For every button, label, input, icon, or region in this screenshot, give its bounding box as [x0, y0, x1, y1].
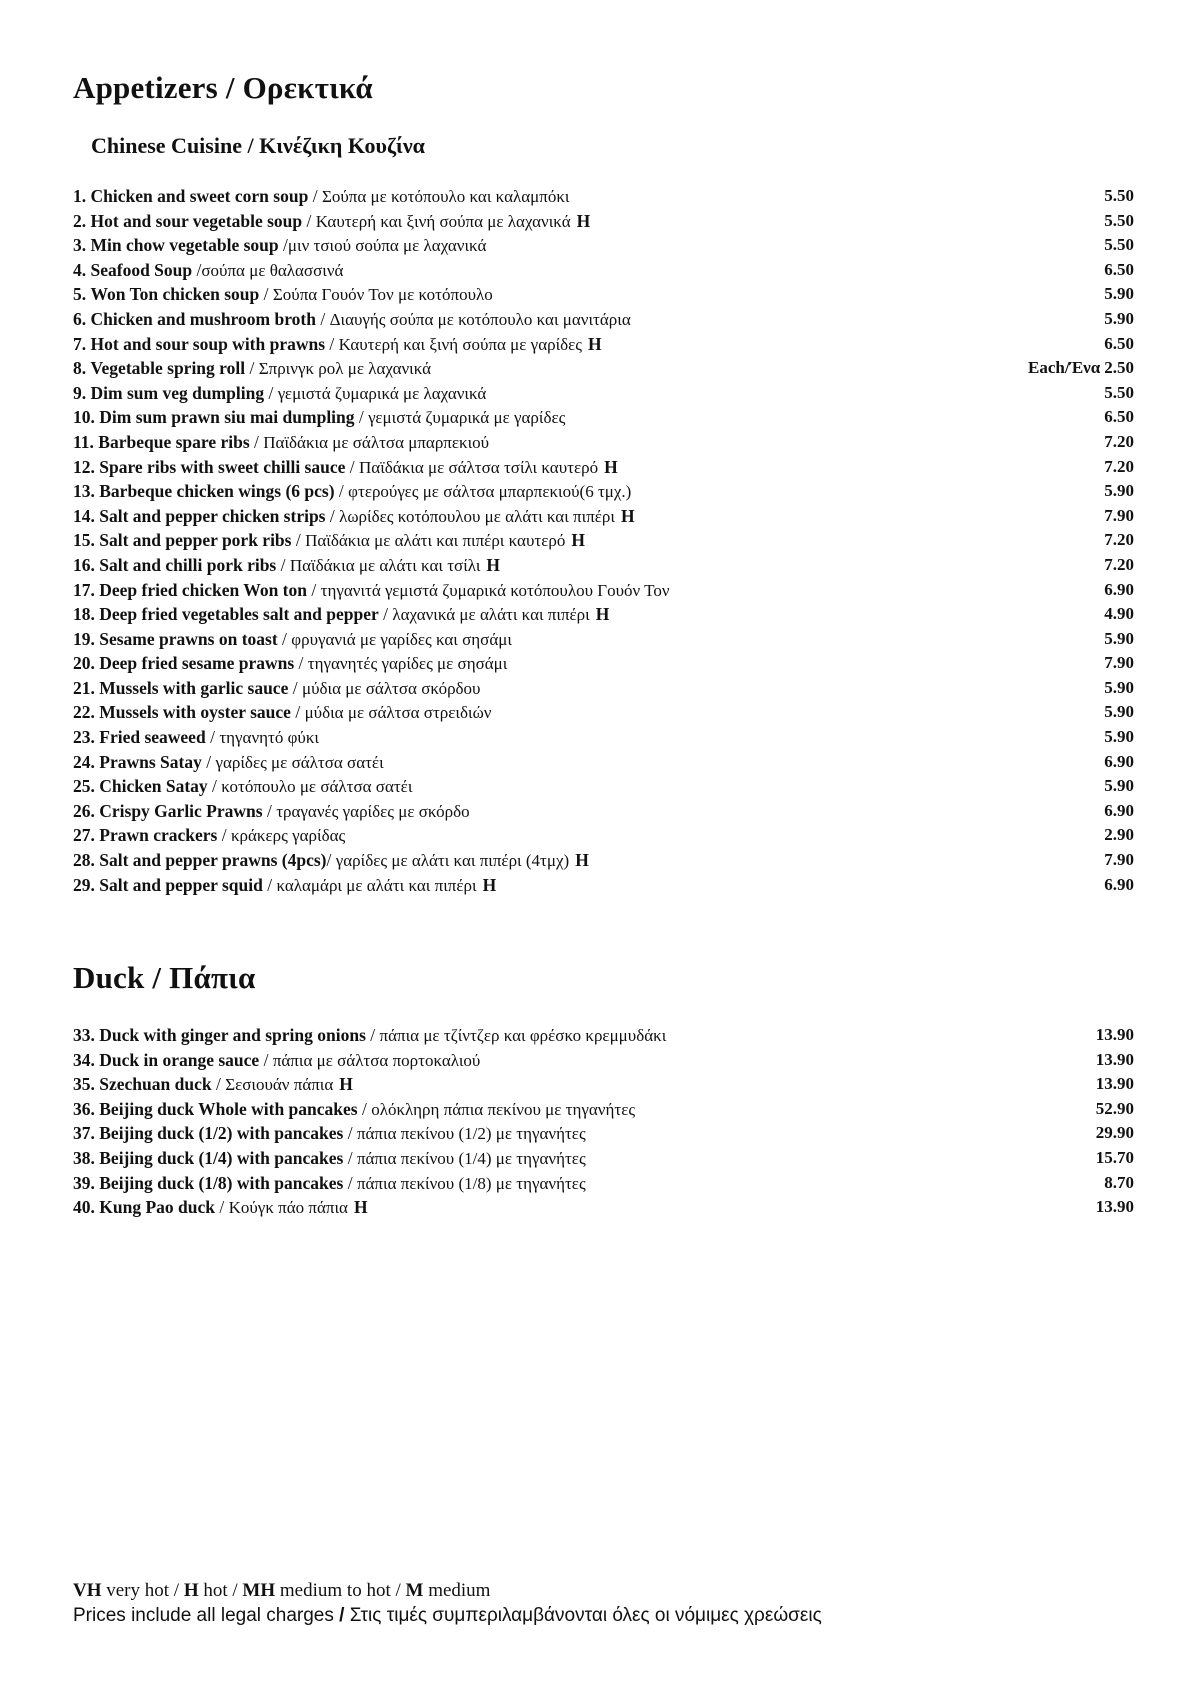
item-name-en: Spare ribs with sweet chilli sauce	[99, 456, 346, 477]
item-number: 17.	[73, 579, 95, 600]
item-separator: /	[302, 210, 316, 231]
item-name-en: Dim sum prawn siu mai dumpling	[99, 407, 355, 428]
menu-item	[73, 258, 1134, 283]
item-separator: /	[345, 456, 360, 477]
item-price-group	[1104, 405, 1134, 430]
item-price-group	[1104, 553, 1134, 578]
item-number: 34.	[73, 1049, 95, 1070]
menu-item	[73, 455, 1134, 480]
item-number: 11.	[73, 431, 94, 452]
item-price-group	[1104, 381, 1134, 406]
item-name-gr: γεμιστά ζυμαρικά με γαρίδες	[368, 408, 566, 428]
item-number: 24.	[73, 751, 95, 772]
menu-item	[73, 823, 1134, 848]
item-number: 4.	[73, 259, 87, 280]
item-price-group	[1096, 1195, 1134, 1220]
item-name-en: Salt and pepper prawns (4pcs)	[99, 850, 327, 871]
item-price: 7.90	[1104, 505, 1134, 525]
heat-indicator: H	[353, 1197, 368, 1218]
legend-vh-code: VH	[73, 1580, 102, 1601]
item-price-group	[1096, 1072, 1134, 1097]
item-name-gr: Σπρινγκ ρολ με λαχανικά	[258, 359, 432, 379]
menu-item	[73, 1072, 1134, 1097]
legend-h-text: hot /	[203, 1580, 238, 1601]
item-name-en: Barbeque chicken wings (6 pcs)	[99, 481, 335, 502]
item-name-gr: Σεσιουάν πάπια	[225, 1075, 334, 1095]
item-separator: /	[277, 628, 292, 649]
item-separator: /	[214, 1197, 229, 1218]
item-name-en: Salt and pepper squid	[99, 874, 263, 895]
item-name-en: Beijing duck (1/8) with pancakes	[99, 1172, 344, 1193]
item-name-en: Prawns Satay	[99, 751, 202, 772]
item-price-group	[1096, 1121, 1134, 1146]
item-number: 40.	[73, 1197, 95, 1218]
menu-item	[73, 1171, 1134, 1196]
menu-item	[73, 184, 1134, 209]
item-name-en: Sesame prawns on toast	[99, 628, 278, 649]
item-price-group	[1104, 479, 1134, 504]
item-price-group	[1104, 528, 1134, 553]
item-price: 7.20	[1104, 431, 1134, 451]
item-price-group	[1104, 233, 1134, 258]
item-price-group	[1104, 700, 1134, 725]
item-separator: /	[288, 677, 302, 698]
item-name-gr: γεμιστά ζυμαρικά με λαχανικά	[277, 383, 487, 403]
item-separator: /	[262, 800, 277, 821]
item-price-group	[1104, 750, 1134, 775]
menu-item	[73, 553, 1134, 578]
item-name-en: Deep fried vegetables salt and pepper	[99, 604, 379, 625]
item-price: 5.90	[1104, 628, 1134, 648]
legend-mh-text: medium to hot /	[279, 1580, 401, 1601]
item-price: 6.50	[1104, 407, 1134, 427]
menu-item	[73, 381, 1134, 406]
item-separator: /	[201, 751, 216, 772]
item-price: 5.90	[1104, 702, 1134, 722]
menu-item	[73, 209, 1134, 234]
duck-title: Duck / Πάπια	[73, 960, 256, 995]
item-separator: /	[343, 1172, 357, 1193]
item-name-gr: τηγανιτά γεμιστά ζυμαρικά κοτόπουλου Γουόν Τον	[320, 580, 670, 600]
item-number: 39.	[73, 1172, 95, 1193]
heat-legend	[73, 1578, 490, 1604]
item-price: 6.90	[1104, 800, 1134, 820]
item-number: 23.	[73, 727, 95, 748]
item-price: 6.50	[1104, 259, 1134, 279]
item-name-gr: πάπια πεκίνου (1/2) με τηγανήτες	[356, 1124, 586, 1144]
legal-sep: /	[333, 1605, 350, 1626]
item-number: 16.	[73, 554, 95, 575]
item-separator: /	[308, 186, 322, 206]
item-price: 7.20	[1104, 530, 1134, 550]
item-separator: /	[259, 1049, 273, 1070]
item-name-en: Duck with ginger and spring onions	[99, 1025, 366, 1045]
item-number: 20.	[73, 653, 95, 674]
item-price: 7.90	[1104, 653, 1134, 673]
item-price-group	[1104, 307, 1134, 332]
item-name-gr: καλαμάρι με αλάτι και πιπέρι	[276, 875, 477, 895]
item-number: 22.	[73, 702, 95, 723]
item-number: 33.	[73, 1025, 95, 1045]
item-separator: /	[334, 481, 349, 502]
heat-indicator: H	[595, 604, 610, 625]
item-number: 21.	[73, 677, 95, 698]
item-name-gr: Παϊδάκια με αλάτι και τσίλι	[289, 555, 481, 575]
item-price: 15.70	[1095, 1147, 1134, 1167]
item-separator: /	[343, 1123, 357, 1144]
item-price-group	[1104, 676, 1134, 701]
menu-item	[73, 873, 1134, 898]
item-separator: /	[192, 259, 202, 280]
item-name-gr: τηγανητό φύκι	[219, 728, 319, 748]
item-separator: /	[249, 431, 264, 452]
item-price-group	[1104, 1171, 1134, 1196]
item-name-gr: Καυτερή και ξινή σούπα με λαχανικά	[315, 211, 571, 231]
item-name-gr: τραγανές γαρίδες με σκόρδο	[276, 801, 470, 821]
item-separator: /	[278, 235, 288, 256]
item-name-en: Deep fried chicken Won ton	[99, 579, 307, 600]
legal-en: Prices include all legal charges	[73, 1605, 334, 1626]
item-name-gr: πάπια πεκίνου (1/8) με τηγανήτες	[356, 1173, 586, 1193]
item-price: 13.90	[1095, 1049, 1134, 1069]
item-separator: /	[291, 530, 306, 551]
item-number: 27.	[73, 825, 95, 846]
item-separator: /	[205, 727, 220, 748]
menu-item	[73, 307, 1134, 332]
item-price-group	[1104, 823, 1134, 848]
item-name-gr: τηγανητές γαρίδες με σησάμι	[307, 654, 508, 674]
item-number: 13.	[73, 481, 95, 502]
item-price: 6.90	[1104, 579, 1134, 599]
item-separator: /	[211, 1074, 226, 1095]
item-price-group	[1104, 725, 1134, 750]
item-price: 5.90	[1104, 776, 1134, 796]
menu-item	[73, 725, 1134, 750]
item-number: 38.	[73, 1147, 95, 1168]
item-name-en: Prawn crackers	[99, 825, 218, 846]
item-price-group	[1104, 332, 1134, 357]
item-name-en: Seafood Soup	[90, 259, 193, 280]
menu-item	[73, 750, 1134, 775]
menu-item	[73, 1121, 1134, 1146]
item-name-gr: σούπα με θαλασσινά	[201, 260, 344, 280]
item-name-gr: μύδια με σάλτσα στρειδιών	[304, 703, 492, 723]
heat-indicator: H	[588, 333, 602, 354]
item-number: 10.	[73, 407, 95, 428]
item-number: 2.	[73, 210, 87, 231]
item-price: 7.20	[1104, 554, 1134, 574]
legend-m-text: medium	[428, 1580, 491, 1601]
item-price: 5.90	[1104, 727, 1134, 747]
item-price-group	[1104, 602, 1134, 627]
menu-item	[73, 651, 1134, 676]
menu-item	[73, 627, 1134, 652]
item-price: 52.90	[1095, 1098, 1134, 1118]
item-name-en: Duck in orange sauce	[99, 1049, 260, 1070]
heat-indicator: H	[571, 530, 585, 551]
item-price: 5.50	[1104, 210, 1134, 230]
heat-indicator: H	[486, 554, 501, 575]
item-name-en: Salt and chilli pork ribs	[99, 554, 277, 575]
item-name-en: Chicken and mushroom broth	[90, 308, 316, 329]
item-separator: /	[259, 284, 273, 305]
item-separator: /	[307, 579, 321, 600]
item-number: 19.	[73, 628, 95, 649]
appetizers-list	[73, 184, 1134, 897]
menu-item	[73, 479, 1134, 504]
item-name-en: Beijing duck (1/2) with pancakes	[99, 1123, 344, 1144]
item-name-gr: λαχανικά με αλάτι και πιπέρι	[392, 605, 590, 625]
item-name-gr: φτερούγες με σάλτσα μπαρπεκιού(6 τμχ.)	[348, 482, 632, 502]
item-price-note: Each/Ένα	[1028, 358, 1101, 378]
item-separator: /	[343, 1147, 357, 1168]
item-name-gr: πάπια με σάλτσα πορτοκαλιού	[272, 1050, 481, 1070]
item-price-group	[1104, 627, 1134, 652]
item-price: 13.90	[1095, 1025, 1134, 1044]
item-price-group	[1104, 455, 1134, 480]
menu-item	[73, 578, 1134, 603]
item-separator: /	[207, 776, 222, 797]
item-separator: /	[245, 358, 259, 379]
item-price-group	[1104, 504, 1134, 529]
item-price: 29.90	[1095, 1123, 1134, 1143]
item-price: 6.90	[1104, 874, 1134, 894]
item-separator: /	[357, 1098, 372, 1119]
legal-notice	[73, 1603, 822, 1629]
menu-item	[73, 356, 1134, 381]
item-name-gr: Σούπα με κοτόπουλο και καλαμπόκι	[321, 187, 570, 206]
item-price: 6.90	[1104, 751, 1134, 771]
item-name-gr: Διαυγής σούπα με κοτόπουλο και μανιτάρια	[329, 309, 631, 329]
item-separator: /	[325, 505, 340, 526]
item-name-gr: πάπια πεκίνου (1/4) με τηγανήτες	[356, 1148, 586, 1168]
heat-indicator: H	[604, 456, 618, 477]
heat-indicator: H	[482, 874, 497, 895]
item-price: 13.90	[1095, 1074, 1134, 1094]
menu-item	[73, 774, 1134, 799]
item-name-gr: Παϊδάκια με σάλτσα μπαρπεκιού	[263, 432, 490, 452]
menu-item	[73, 233, 1134, 258]
menu-item	[73, 1048, 1134, 1073]
item-separator: /	[315, 308, 330, 329]
item-name-en: Vegetable spring roll	[90, 358, 246, 379]
item-separator: /	[290, 702, 305, 723]
legend-h-code: H	[183, 1580, 199, 1601]
item-name-en: Hot and sour soup with prawns	[90, 333, 326, 354]
item-number: 25.	[73, 776, 95, 797]
heat-indicator: H	[575, 850, 589, 871]
appetizers-subtitle: Chinese Cuisine / Κινέζικη Κουζίνα	[91, 133, 425, 158]
item-name-gr: λωρίδες κοτόπουλου με αλάτι και πιπέρι	[339, 506, 615, 526]
item-name-gr: πάπια με τζίντζερ και φρέσκο κρεμμυδάκι	[379, 1026, 667, 1045]
item-separator: /	[262, 874, 277, 895]
item-separator: /	[365, 1025, 380, 1045]
legal-gr: Στις τιμές συμπεριλαμβάνονται όλες οι νόμιμες χρεώσεις	[349, 1605, 822, 1626]
item-number: 6.	[73, 308, 87, 329]
item-name-gr: Παϊδάκια με αλάτι και πιπέρι καυτερό	[305, 531, 566, 551]
item-price-group	[1104, 651, 1134, 676]
item-number: 7.	[73, 333, 87, 354]
item-name-en: Crispy Garlic Prawns	[99, 800, 263, 821]
item-price-group	[1096, 1048, 1134, 1073]
item-number: 8.	[73, 358, 87, 379]
menu-item	[73, 799, 1134, 824]
item-number: 36.	[73, 1098, 95, 1119]
item-name-en: Kung Pao duck	[99, 1197, 215, 1218]
item-name-gr: μιν τσιού σούπα με λαχανικά	[287, 236, 487, 256]
item-price: 7.20	[1104, 456, 1134, 476]
item-price-group	[1104, 799, 1134, 824]
heat-indicator: H	[576, 210, 591, 231]
item-number: 37.	[73, 1123, 95, 1144]
item-name-gr: μύδια με σάλτσα σκόρδου	[301, 678, 481, 698]
menu-item	[73, 1146, 1134, 1171]
item-name-en: Salt and pepper pork ribs	[99, 530, 292, 551]
item-price: 5.50	[1104, 186, 1134, 205]
item-price: 5.90	[1104, 308, 1134, 328]
item-price-group	[1104, 209, 1134, 234]
menu-item	[73, 332, 1134, 357]
item-price-group	[1096, 1146, 1134, 1171]
item-separator: /	[325, 333, 339, 354]
item-number: 12.	[73, 456, 95, 477]
item-price-group	[1104, 578, 1134, 603]
item-separator: /	[264, 382, 278, 403]
item-name-gr: γαρίδες με σάλτσα σατέι	[215, 752, 384, 772]
item-price: 4.90	[1104, 604, 1134, 624]
item-name-en: Chicken and sweet corn soup	[90, 186, 309, 206]
item-price: 5.90	[1104, 481, 1134, 501]
item-price-group	[1104, 430, 1134, 455]
item-price: 2.50	[1104, 358, 1134, 378]
item-number: 5.	[73, 284, 87, 305]
item-separator: /	[354, 407, 369, 428]
item-number: 35.	[73, 1074, 95, 1095]
item-name-en: Beijing duck (1/4) with pancakes	[99, 1147, 344, 1168]
item-separator: /	[326, 850, 336, 871]
item-separator: /	[378, 604, 393, 625]
item-name-en: Barbeque spare ribs	[98, 431, 250, 452]
item-name-gr: ολόκληρη πάπια πεκίνου με τηγανήτες	[371, 1099, 636, 1119]
item-price: 5.50	[1104, 382, 1134, 402]
item-price-group	[1104, 848, 1134, 873]
item-name-gr: Σούπα Γουόν Τον με κοτόπουλο	[272, 285, 493, 305]
item-number: 26.	[73, 800, 95, 821]
menu-item	[73, 504, 1134, 529]
menu-item	[73, 1195, 1134, 1220]
item-name-en: Mussels with oyster sauce	[99, 702, 291, 723]
item-price: 7.90	[1104, 850, 1134, 870]
item-price-group	[1104, 873, 1134, 898]
menu-item	[73, 405, 1134, 430]
item-price: 13.90	[1095, 1197, 1134, 1217]
heat-indicator: H	[339, 1074, 353, 1095]
item-name-en: Szechuan duck	[99, 1074, 212, 1095]
item-separator: /	[294, 653, 308, 674]
item-price-group	[1104, 774, 1134, 799]
item-name-gr: φρυγανιά με γαρίδες και σησάμι	[291, 629, 512, 649]
item-price-group	[1104, 184, 1134, 209]
item-name-en: Min chow vegetable soup	[90, 235, 279, 256]
menu-item	[73, 430, 1134, 455]
menu-item	[73, 848, 1134, 873]
item-separator: /	[276, 554, 290, 575]
item-price: 8.70	[1104, 1172, 1134, 1192]
item-name-gr: κοτόπουλο με σάλτσα σατέι	[221, 777, 413, 797]
item-name-en: Deep fried sesame prawns	[99, 653, 295, 674]
menu-item	[73, 700, 1134, 725]
menu-item	[73, 602, 1134, 627]
item-price-group	[1104, 282, 1134, 307]
item-number: 28.	[73, 850, 95, 871]
item-number: 9.	[73, 382, 87, 403]
legend-vh-text: very hot /	[106, 1580, 180, 1601]
item-price: 2.90	[1104, 825, 1134, 845]
item-price: 5.90	[1104, 284, 1134, 304]
duck-list	[73, 1023, 1134, 1220]
item-name-gr: Καυτερή και ξινή σούπα με γαρίδες	[338, 334, 583, 354]
legend-m-code: M	[405, 1580, 424, 1601]
item-name-en: Won Ton chicken soup	[90, 284, 260, 305]
item-name-en: Beijing duck Whole with pancakes	[99, 1098, 358, 1119]
item-price-group	[1096, 1023, 1134, 1048]
item-price-group	[1096, 1097, 1134, 1122]
item-name-en: Dim sum veg dumpling	[90, 382, 265, 403]
item-separator: /	[217, 825, 231, 846]
menu-item	[73, 1097, 1134, 1122]
item-number: 29.	[73, 874, 95, 895]
item-number: 14.	[73, 505, 95, 526]
menu-item	[73, 282, 1134, 307]
item-name-gr: γαρίδες με αλάτι και πιπέρι (4τμχ)	[335, 851, 570, 871]
item-name-en: Fried seaweed	[99, 727, 206, 748]
item-price: 5.90	[1104, 677, 1134, 697]
item-name-en: Chicken Satay	[99, 776, 208, 797]
item-name-gr: Παϊδάκια με σάλτσα τσίλι καυτερό	[359, 457, 599, 477]
item-name-en: Hot and sour vegetable soup	[90, 210, 303, 231]
item-name-gr: κράκερς γαρίδας	[230, 826, 346, 846]
menu-item	[73, 1023, 1134, 1048]
item-name-en: Salt and pepper chicken strips	[99, 505, 326, 526]
item-price: 6.50	[1104, 333, 1134, 353]
menu-item	[73, 676, 1134, 701]
menu-item	[73, 528, 1134, 553]
heat-indicator: H	[620, 505, 635, 526]
item-name-gr: Κούγκ πάο πάπια	[228, 1198, 348, 1218]
item-number: 3.	[73, 235, 87, 256]
item-price-group	[1104, 258, 1134, 283]
legend-mh-code: MH	[242, 1580, 276, 1601]
item-number: 1.	[73, 186, 87, 206]
appetizers-title: Appetizers / Ορεκτικά	[73, 70, 373, 105]
item-price: 5.50	[1104, 235, 1134, 255]
item-number: 15.	[73, 530, 95, 551]
item-price-group	[1028, 356, 1134, 381]
item-name-en: Mussels with garlic sauce	[99, 677, 289, 698]
item-number: 18.	[73, 604, 95, 625]
